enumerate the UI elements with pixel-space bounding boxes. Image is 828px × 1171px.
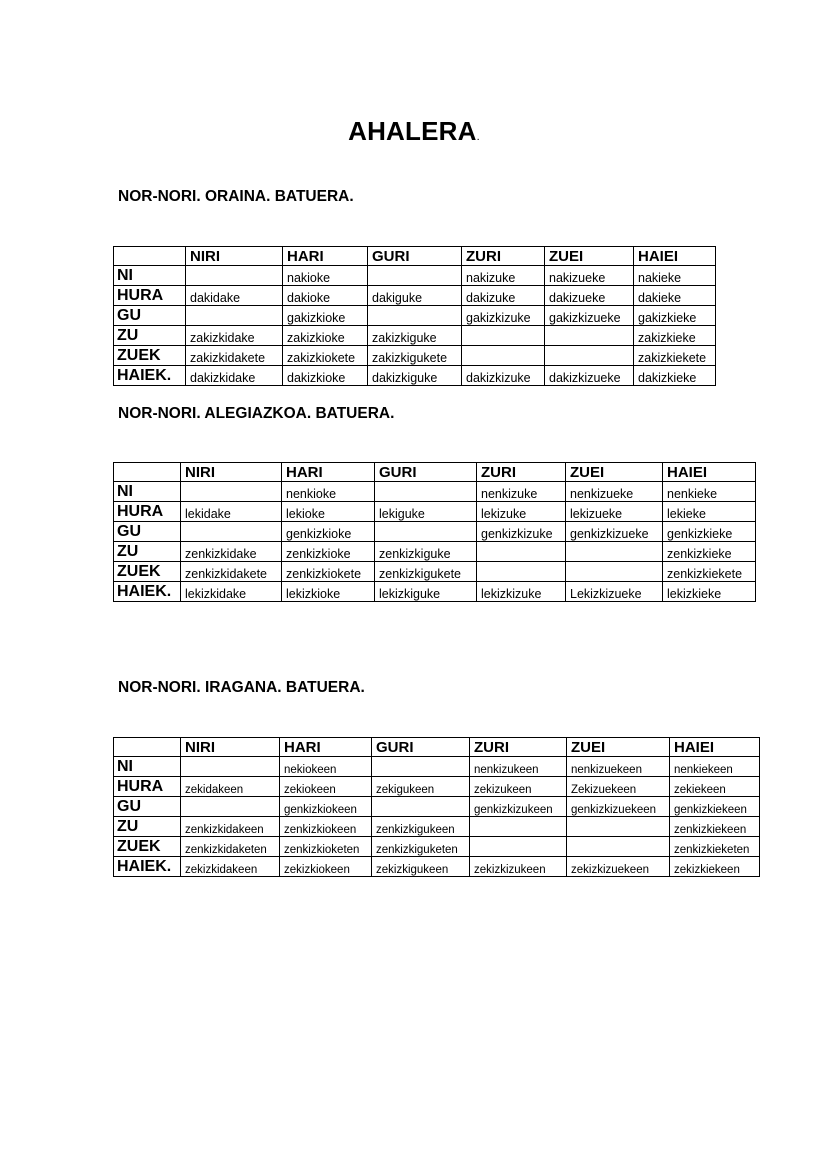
page-title: AHALERA. — [348, 116, 480, 146]
conjugation-cell — [186, 306, 283, 326]
conjugation-cell: dakizuke — [462, 286, 545, 306]
conjugation-cell — [566, 562, 663, 582]
column-header-niri: NIRI — [181, 463, 282, 482]
conjugation-cell — [181, 522, 282, 542]
conjugation-table-oraina — [113, 246, 716, 386]
conjugation-cell — [470, 817, 567, 837]
conjugation-table-alegiazkoa — [113, 462, 756, 602]
conjugation-cell: nakioke — [283, 266, 368, 286]
row-header-haiek: HAIEK. — [114, 366, 186, 386]
conjugation-cell: zakizkiekete — [634, 346, 716, 366]
section-heading-alegiazkoa: NOR-NORI. ALEGIAZKOA. BATUERA. — [118, 405, 395, 422]
column-header-niri: NIRI — [181, 738, 280, 757]
row-header-gu: GU — [114, 522, 181, 542]
table-row — [114, 542, 756, 562]
conjugation-cell — [186, 266, 283, 286]
conjugation-cell: zakizkigukete — [368, 346, 462, 366]
column-header-guri: GURI — [375, 463, 477, 482]
column-header-guri: GURI — [368, 247, 462, 266]
table-row — [114, 346, 716, 366]
conjugation-cell: zakizkiokete — [283, 346, 368, 366]
conjugation-cell: genkizkizueke — [566, 522, 663, 542]
conjugation-cell: genkizkioke — [282, 522, 375, 542]
conjugation-cell: dakizkieke — [634, 366, 716, 386]
corner-cell — [114, 738, 181, 757]
conjugation-table-iragana — [113, 737, 760, 877]
row-header-haiek: HAIEK. — [114, 582, 181, 602]
column-header-zuei: ZUEI — [567, 738, 670, 757]
conjugation-cell: zekidakeen — [181, 777, 280, 797]
conjugation-cell: zenkizkidaketen — [181, 837, 280, 857]
column-header-zuei: ZUEI — [566, 463, 663, 482]
column-header-zuri: ZURI — [462, 247, 545, 266]
conjugation-cell — [567, 817, 670, 837]
conjugation-cell: zakizkidakete — [186, 346, 283, 366]
column-header-haiei: HAIEI — [670, 738, 760, 757]
conjugation-cell: dakieke — [634, 286, 716, 306]
table-row — [114, 366, 716, 386]
conjugation-cell: gakizkieke — [634, 306, 716, 326]
conjugation-cell — [368, 306, 462, 326]
conjugation-cell: dakizkidake — [186, 366, 283, 386]
conjugation-cell: lekizkizuke — [477, 582, 566, 602]
conjugation-cell: zenkizkieketen — [670, 837, 760, 857]
corner-cell — [114, 463, 181, 482]
conjugation-cell: zenkizkioke — [282, 542, 375, 562]
table-row — [114, 326, 716, 346]
conjugation-cell: zekigukeen — [372, 777, 470, 797]
conjugation-cell: lekiguke — [375, 502, 477, 522]
column-header-zuri: ZURI — [477, 463, 566, 482]
conjugation-cell: dakizueke — [545, 286, 634, 306]
conjugation-cell: zenkizkieke — [663, 542, 756, 562]
conjugation-cell — [477, 562, 566, 582]
conjugation-cell — [462, 346, 545, 366]
row-header-hura: HURA — [114, 286, 186, 306]
table-row — [114, 757, 760, 777]
row-header-hura: HURA — [114, 502, 181, 522]
row-header-ni: NI — [114, 266, 186, 286]
conjugation-cell: zekizkizuekeen — [567, 857, 670, 877]
conjugation-cell: nenkizuekeen — [567, 757, 670, 777]
column-header-guri: GURI — [372, 738, 470, 757]
conjugation-cell: nenkizueke — [566, 482, 663, 502]
conjugation-cell: genkizkizukeen — [470, 797, 567, 817]
conjugation-cell: lekizkidake — [181, 582, 282, 602]
conjugation-cell: zekizkidakeen — [181, 857, 280, 877]
column-header-zuri: ZURI — [470, 738, 567, 757]
conjugation-cell — [545, 346, 634, 366]
conjugation-cell: nenkizukeen — [470, 757, 567, 777]
conjugation-cell: genkizkiokeen — [280, 797, 372, 817]
conjugation-cell: dakioke — [283, 286, 368, 306]
conjugation-cell: gakizkizuke — [462, 306, 545, 326]
conjugation-cell: zekiekeen — [670, 777, 760, 797]
conjugation-cell: zakizkidake — [186, 326, 283, 346]
row-header-gu: GU — [114, 306, 186, 326]
conjugation-cell — [566, 542, 663, 562]
conjugation-cell: lekizkioke — [282, 582, 375, 602]
conjugation-cell: genkizkiekeen — [670, 797, 760, 817]
conjugation-cell — [181, 797, 280, 817]
conjugation-cell — [372, 757, 470, 777]
table-row — [114, 266, 716, 286]
table-row — [114, 582, 756, 602]
conjugation-cell: zenkizkioketen — [280, 837, 372, 857]
conjugation-cell: zenkizkigukete — [375, 562, 477, 582]
column-header-niri: NIRI — [186, 247, 283, 266]
row-header-ni: NI — [114, 757, 181, 777]
table-row — [114, 837, 760, 857]
conjugation-cell — [372, 797, 470, 817]
conjugation-cell: Lekizkizueke — [566, 582, 663, 602]
conjugation-cell: lekidake — [181, 502, 282, 522]
conjugation-cell — [181, 482, 282, 502]
table-row — [114, 522, 756, 542]
conjugation-cell: gakizkizueke — [545, 306, 634, 326]
table-header-row — [114, 463, 756, 482]
conjugation-cell: zenkizkiguke — [375, 542, 477, 562]
column-header-hari: HARI — [283, 247, 368, 266]
conjugation-cell — [368, 266, 462, 286]
column-header-hari: HARI — [282, 463, 375, 482]
conjugation-cell — [181, 757, 280, 777]
row-header-zuek: ZUEK — [114, 346, 186, 366]
conjugation-cell: zenkizkidakeen — [181, 817, 280, 837]
conjugation-cell: nenkiekeen — [670, 757, 760, 777]
conjugation-cell: zenkizkidakete — [181, 562, 282, 582]
conjugation-cell: nenkieke — [663, 482, 756, 502]
conjugation-cell: zekizkiokeen — [280, 857, 372, 877]
conjugation-cell: dakidake — [186, 286, 283, 306]
table-row — [114, 817, 760, 837]
row-header-ni: NI — [114, 482, 181, 502]
conjugation-cell — [375, 522, 477, 542]
conjugation-cell: genkizkizuke — [477, 522, 566, 542]
conjugation-cell: gakizkioke — [283, 306, 368, 326]
table-row — [114, 482, 756, 502]
table-row — [114, 777, 760, 797]
conjugation-cell — [470, 837, 567, 857]
table-header-row — [114, 738, 760, 757]
section-heading-oraina: NOR-NORI. ORAINA. BATUERA. — [118, 188, 354, 205]
column-header-zuei: ZUEI — [545, 247, 634, 266]
conjugation-cell: zenkizkiokete — [282, 562, 375, 582]
table-row — [114, 797, 760, 817]
row-header-zu: ZU — [114, 326, 186, 346]
table-row — [114, 857, 760, 877]
conjugation-cell — [545, 326, 634, 346]
conjugation-cell: nenkizuke — [477, 482, 566, 502]
conjugation-cell: zenkizkigukeen — [372, 817, 470, 837]
row-header-zuek: ZUEK — [114, 562, 181, 582]
row-header-haiek: HAIEK. — [114, 857, 181, 877]
conjugation-cell: zekizukeen — [470, 777, 567, 797]
table-row — [114, 286, 716, 306]
column-header-haiei: HAIEI — [634, 247, 716, 266]
conjugation-cell: zenkizkidake — [181, 542, 282, 562]
row-header-zu: ZU — [114, 817, 181, 837]
conjugation-cell — [375, 482, 477, 502]
row-header-zu: ZU — [114, 542, 181, 562]
conjugation-cell — [567, 837, 670, 857]
conjugation-cell: lekizueke — [566, 502, 663, 522]
conjugation-cell: Zekizuekeen — [567, 777, 670, 797]
conjugation-cell: zenkizkiekete — [663, 562, 756, 582]
conjugation-cell: nakizuke — [462, 266, 545, 286]
conjugation-cell — [462, 326, 545, 346]
conjugation-cell: zekizkiekeen — [670, 857, 760, 877]
conjugation-cell: dakizkizueke — [545, 366, 634, 386]
conjugation-cell: zekiokeen — [280, 777, 372, 797]
conjugation-cell: lekieke — [663, 502, 756, 522]
row-header-zuek: ZUEK — [114, 837, 181, 857]
conjugation-cell: dakizkioke — [283, 366, 368, 386]
conjugation-cell: zekizkizukeen — [470, 857, 567, 877]
conjugation-cell: nakizueke — [545, 266, 634, 286]
table-row — [114, 306, 716, 326]
conjugation-cell: dakiguke — [368, 286, 462, 306]
conjugation-cell: lekioke — [282, 502, 375, 522]
conjugation-cell: genkizkizuekeen — [567, 797, 670, 817]
conjugation-cell: lekizkiguke — [375, 582, 477, 602]
column-header-haiei: HAIEI — [663, 463, 756, 482]
conjugation-cell: zakizkioke — [283, 326, 368, 346]
corner-cell — [114, 247, 186, 266]
conjugation-cell: zenkizkiguketen — [372, 837, 470, 857]
row-header-gu: GU — [114, 797, 181, 817]
conjugation-cell: zakizkieke — [634, 326, 716, 346]
conjugation-cell: dakizkizuke — [462, 366, 545, 386]
row-header-hura: HURA — [114, 777, 181, 797]
table-row — [114, 562, 756, 582]
conjugation-cell: zenkizkiokeen — [280, 817, 372, 837]
column-header-hari: HARI — [280, 738, 372, 757]
conjugation-cell: nenkioke — [282, 482, 375, 502]
conjugation-cell: dakizkiguke — [368, 366, 462, 386]
conjugation-cell: lekizkieke — [663, 582, 756, 602]
section-heading-iragana: NOR-NORI. IRAGANA. BATUERA. — [118, 679, 365, 696]
conjugation-cell — [477, 542, 566, 562]
conjugation-cell: lekizuke — [477, 502, 566, 522]
conjugation-cell: zekizkigukeen — [372, 857, 470, 877]
conjugation-cell: genkizkieke — [663, 522, 756, 542]
conjugation-cell: zakizkiguke — [368, 326, 462, 346]
conjugation-cell: nakieke — [634, 266, 716, 286]
conjugation-cell: nekiokeen — [280, 757, 372, 777]
table-header-row — [114, 247, 716, 266]
conjugation-cell: zenkizkiekeen — [670, 817, 760, 837]
table-row — [114, 502, 756, 522]
